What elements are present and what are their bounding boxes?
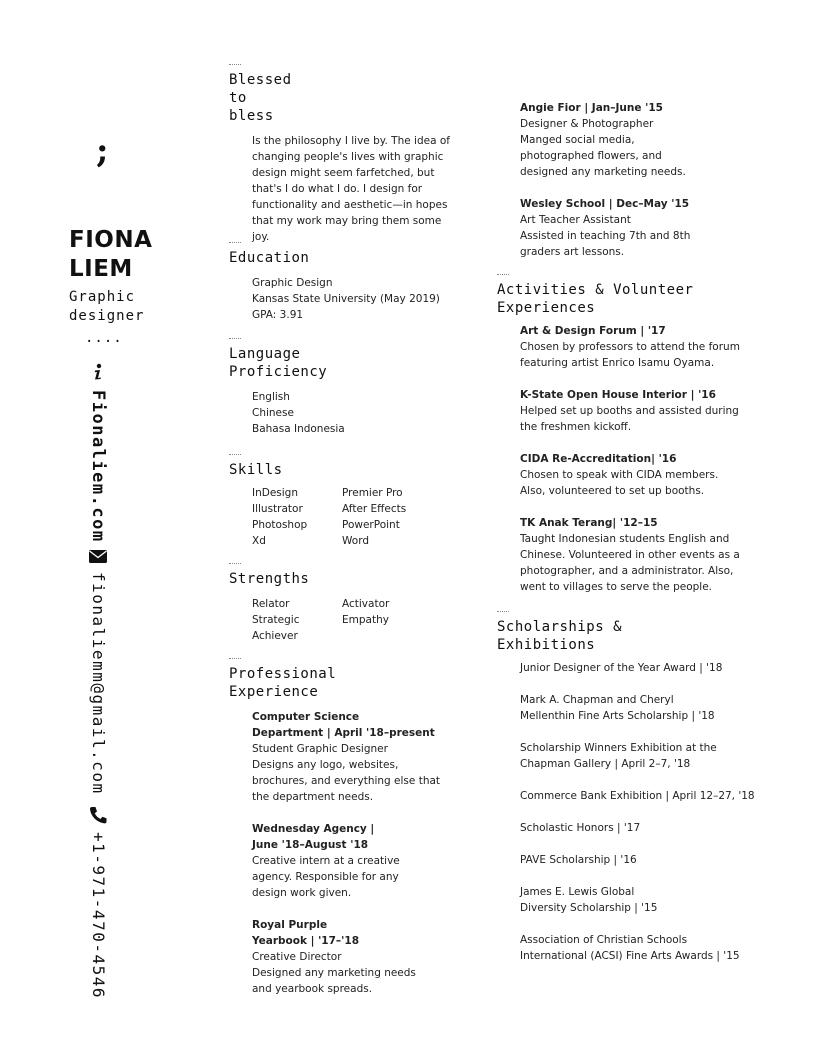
email-link[interactable]: fionaliemm@gmail.com	[89, 572, 108, 795]
first-name: FIONA	[69, 227, 153, 253]
experience-heading: Professional Experience	[229, 666, 337, 700]
experience-entry	[252, 709, 462, 805]
education-details	[252, 275, 469, 323]
activities-section	[497, 274, 777, 611]
section-divider	[229, 242, 241, 243]
activity-entry	[520, 323, 770, 371]
skills-list	[252, 485, 469, 549]
activity-title: K-State Open House Interior | '16	[520, 389, 716, 401]
strength-item: Relator	[252, 598, 290, 610]
section-divider	[229, 454, 241, 455]
experience-title: Angie Fior | Jan–June '15	[520, 102, 663, 114]
phone-number[interactable]: +1-971-470-4546	[89, 832, 108, 999]
experience-list	[252, 709, 462, 997]
activities-heading: Activities & Volunteer Experiences	[497, 282, 694, 316]
activity-entry	[520, 451, 770, 499]
education-line: GPA: 3.91	[252, 309, 304, 321]
skills-section	[229, 454, 469, 549]
strength-item: Empathy	[342, 614, 389, 626]
scholarship-item: Scholarship Winners Exhibition at the Chapman Gallery | April 2–7, '18	[520, 742, 717, 770]
strengths-section	[229, 563, 469, 644]
language-item: Chinese	[252, 407, 294, 419]
envelope-icon	[88, 546, 108, 566]
language-list	[252, 389, 469, 437]
job-title: Graphic designer	[69, 289, 145, 324]
experience-role: Student Graphic Designer	[252, 743, 388, 755]
strengths-list	[252, 596, 469, 644]
last-name: LIEM	[69, 256, 133, 282]
skill-item: PowerPoint	[342, 519, 400, 531]
activity-title: TK Anak Terang| '12–15	[520, 517, 658, 529]
divider-dots: ....	[85, 330, 123, 346]
experience-description: Creative intern at a creative agency. Responsible for any design work given.	[252, 855, 400, 899]
skill-item: InDesign	[252, 487, 299, 499]
experience-entry	[252, 917, 462, 997]
experience-entry	[252, 821, 462, 901]
skill-item: Illustrator	[252, 503, 303, 515]
section-divider	[497, 611, 509, 612]
scholarships-section	[497, 611, 787, 980]
activity-description: Chosen to speak with CIDA members. Also, volunteered to set up booths.	[520, 469, 719, 497]
scholarships-list	[520, 660, 782, 964]
experience-title: Royal Purple Yearbook | '17–'18	[252, 919, 359, 947]
website-link[interactable]: Fionaliem.com	[88, 390, 108, 543]
skill-item: Word	[342, 535, 369, 547]
section-divider	[497, 274, 509, 275]
skill-item: Xd	[252, 535, 266, 547]
language-item: Bahasa Indonesia	[252, 423, 345, 435]
activities-list	[520, 323, 770, 595]
scholarship-item: Association of Christian Schools International (ACSI) Fine Arts Awards | '15	[520, 934, 740, 962]
experience-description: Manged social media, photographed flowers, and designed any marketing needs.	[520, 134, 686, 178]
section-divider	[229, 64, 241, 65]
section-divider	[229, 338, 241, 339]
person-name	[69, 226, 152, 284]
scholarship-item: PAVE Scholarship | '16	[520, 854, 637, 866]
strength-item: Achiever	[252, 630, 298, 642]
language-section	[229, 338, 469, 437]
decorative-semicolon: ;	[96, 131, 109, 171]
activity-entry	[520, 515, 770, 595]
experience-description: Designs any logo, websites, brochures, and everything else that the department needs.	[252, 759, 441, 803]
philosophy-text: Is the philosophy I live by. The idea of changing people's lives with graphic design might seem farfetched, but that's I do what I do. I design for functionality and aesthetic—in hopes that my work may bring them some joy.	[252, 135, 450, 243]
experience-entry	[520, 100, 760, 180]
experience-role: Designer & Photographer	[520, 118, 654, 130]
activity-description: Taught Indonesian students English and Chinese. Volunteered in other events as a photographer, and a administrator. Also, went to villages to serve the people.	[520, 533, 740, 593]
skills-heading: Skills	[229, 462, 283, 478]
activity-description: Helped set up booths and assisted during the freshmen kickoff.	[520, 405, 739, 433]
section-divider	[229, 563, 241, 564]
strength-item: Activator	[342, 598, 390, 610]
activity-entry	[520, 387, 770, 435]
education-line: Kansas State University (May 2019)	[252, 293, 440, 305]
experience-continued	[520, 100, 760, 276]
scholarship-item: Commerce Bank Exhibition | April 12–27, '18	[520, 790, 755, 802]
education-section	[229, 242, 469, 323]
experience-title: Wesley School | Dec–May '15	[520, 198, 690, 210]
education-heading: Education	[229, 250, 310, 266]
language-item: English	[252, 391, 290, 403]
activity-description: Chosen by professors to attend the forum featuring artist Enrico Isamu Oyama.	[520, 341, 740, 369]
activity-title: Art & Design Forum | '17	[520, 325, 666, 337]
info-icon	[88, 362, 108, 382]
language-heading: Language Proficiency	[229, 346, 328, 380]
experience-role: Art Teacher Assistant	[520, 214, 631, 226]
scholarships-heading: Scholarships & Exhibitions	[497, 619, 623, 653]
experience-title: Computer Science Department | April '18–present	[252, 711, 435, 739]
strength-item: Strategic	[252, 614, 300, 626]
scholarship-item: James E. Lewis Global Diversity Scholarship | '15	[520, 886, 658, 914]
experience-description: Designed any marketing needs and yearbook spreads.	[252, 967, 416, 995]
strengths-heading: Strengths	[229, 571, 310, 587]
scholarship-item: Scholastic Honors | '17	[520, 822, 641, 834]
scholarship-item: Mark A. Chapman and Cheryl Mellenthin Fine Arts Scholarship | '18	[520, 694, 715, 722]
skill-item: Photoshop	[252, 519, 308, 531]
phone-icon	[88, 805, 108, 825]
education-line: Graphic Design	[252, 277, 333, 289]
experience-section	[229, 658, 469, 1013]
experience-role: Creative Director	[252, 951, 342, 963]
philosophy-section	[229, 64, 469, 245]
activity-title: CIDA Re-Accreditation| '16	[520, 453, 677, 465]
experience-title: Wednesday Agency | June '18–August '18	[252, 823, 375, 851]
experience-description: Assisted in teaching 7th and 8th graders art lessons.	[520, 230, 691, 258]
skill-item: After Effects	[342, 503, 407, 515]
experience-entry	[520, 196, 760, 260]
section-divider	[229, 658, 241, 659]
skill-item: Premier Pro	[342, 487, 403, 499]
scholarship-item: Junior Designer of the Year Award | '18	[520, 662, 723, 674]
philosophy-heading: Blessed to bless	[229, 72, 292, 124]
